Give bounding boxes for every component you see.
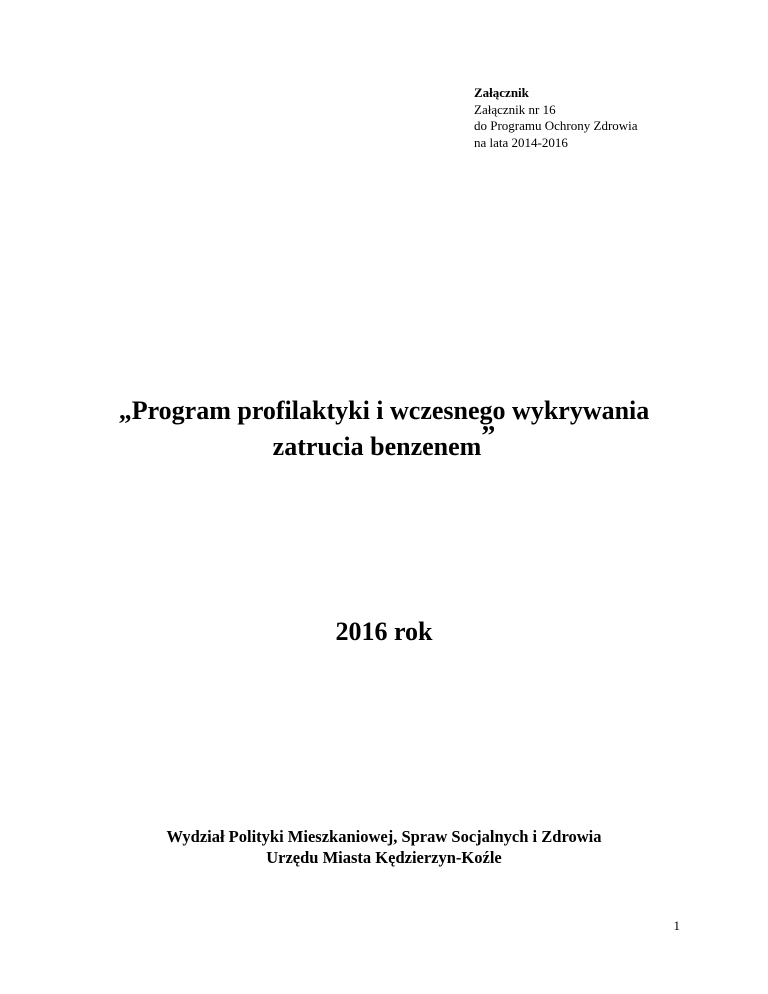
annex-years: na lata 2014-2016 xyxy=(474,134,568,150)
annex-block xyxy=(474,85,734,151)
document-title xyxy=(40,393,728,465)
annex-number: Załącznik nr 16 xyxy=(474,101,556,117)
title-line-2: zatrucia benzenem xyxy=(272,432,482,461)
title-line-1: „Program profilaktyki i wczesnego wykrywania xyxy=(118,396,650,425)
department-block xyxy=(0,826,768,868)
page-number: 1 xyxy=(673,918,680,933)
department-line-2: Urzędu Miasta Kędzierzyn-Koźle xyxy=(266,848,502,867)
department-line-1: Wydział Polityki Mieszkaniowej, Spraw Socjalnych i Zdrowia xyxy=(166,827,602,846)
document-year: 2016 rok xyxy=(335,617,433,646)
title-line-2-wrapper xyxy=(40,421,728,465)
annex-heading: Załącznik xyxy=(474,85,529,100)
annex-program-reference: do Programu Ochrony Zdrowia xyxy=(474,118,638,133)
title-closing-quote: ” xyxy=(481,421,496,452)
